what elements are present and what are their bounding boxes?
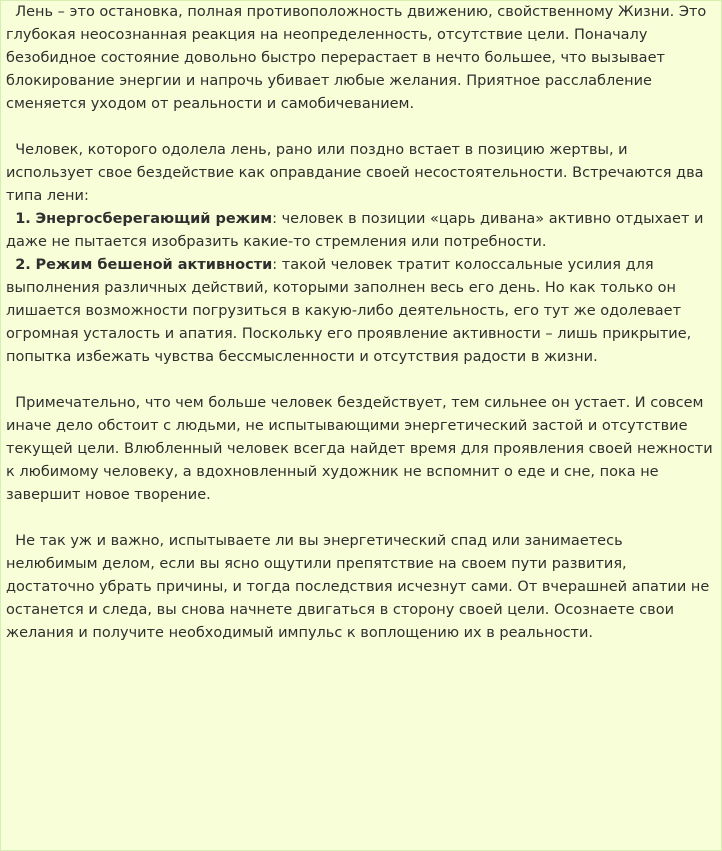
laziness-types-list xyxy=(6,208,718,369)
list-item-2 xyxy=(6,254,718,369)
list-item-title: Режим бешеной активности xyxy=(35,257,273,273)
list-item-number: 2. xyxy=(15,257,31,273)
list-item-title: Энергосберегающий режим xyxy=(35,211,273,227)
paragraph-2: Человек, которого одолела лень, рано или поздно встает в позицию жертвы, и использует свое бездействие как оправдание своей несостоятельности. Встречаются два типа лени: xyxy=(6,142,709,204)
list-item-1 xyxy=(6,208,718,254)
paragraph-1: Лень – это остановка, полная противоположность движению, свойственному Жизни. Это глубокая неосознанная реакция на неопределенность, отсутствие цели. Поначалу безобидное состояние довольно быстро перерастает в нечто большее, что вызывает блокирование энергии и напрочь убивает любые желания. Приятное расслабление сменяется уходом от реальности и самобичеванием. xyxy=(6,4,711,112)
article-page xyxy=(1,1,721,850)
paragraph-3: Примечательно, что чем больше человек бездействует, тем сильнее он устает. И совсем иначе дело обстоит с людьми, не испытывающими энергетический застой и отсутствие текущей цели. Влюбленный человек всегда найдет время для проявления своей нежности к любимому человеку, а вдохновленный художник не вспомнит о еде и сне, пока не завершит новое творение. xyxy=(6,395,718,503)
list-item-text: : человек в позиции «царь дивана» активно отдыхает и даже не пытается изобразить какие-то стремления или потребности. xyxy=(6,211,709,250)
list-item-number: 1. xyxy=(15,211,31,227)
paragraph-4: Не так уж и важно, испытываете ли вы энергетический спад или занимаетесь нелюбимым делом, если вы ясно ощутили препятствие на своем пути развития, достаточно убрать причины, и тогда последствия исчезнут сами. От вчерашней апатии не останется и следа, вы снова начнете двигаться в сторону своей цели. Осознаете свои желания и получите необходимый импульс к воплощению их в реальности. xyxy=(6,533,714,641)
list-item-text: : такой человек тратит колоссальные усилия для выполнения различных действий, которыми заполнен весь его день. Но как только он лишается возможности погрузиться в какую-либо деятельность, его тут же одолевает огромная усталость и апатия. Поскольку его проявление активности – лишь прикрытие, попытка избежать чувства бессмысленности и отсутствия радости в жизни. xyxy=(6,257,696,365)
